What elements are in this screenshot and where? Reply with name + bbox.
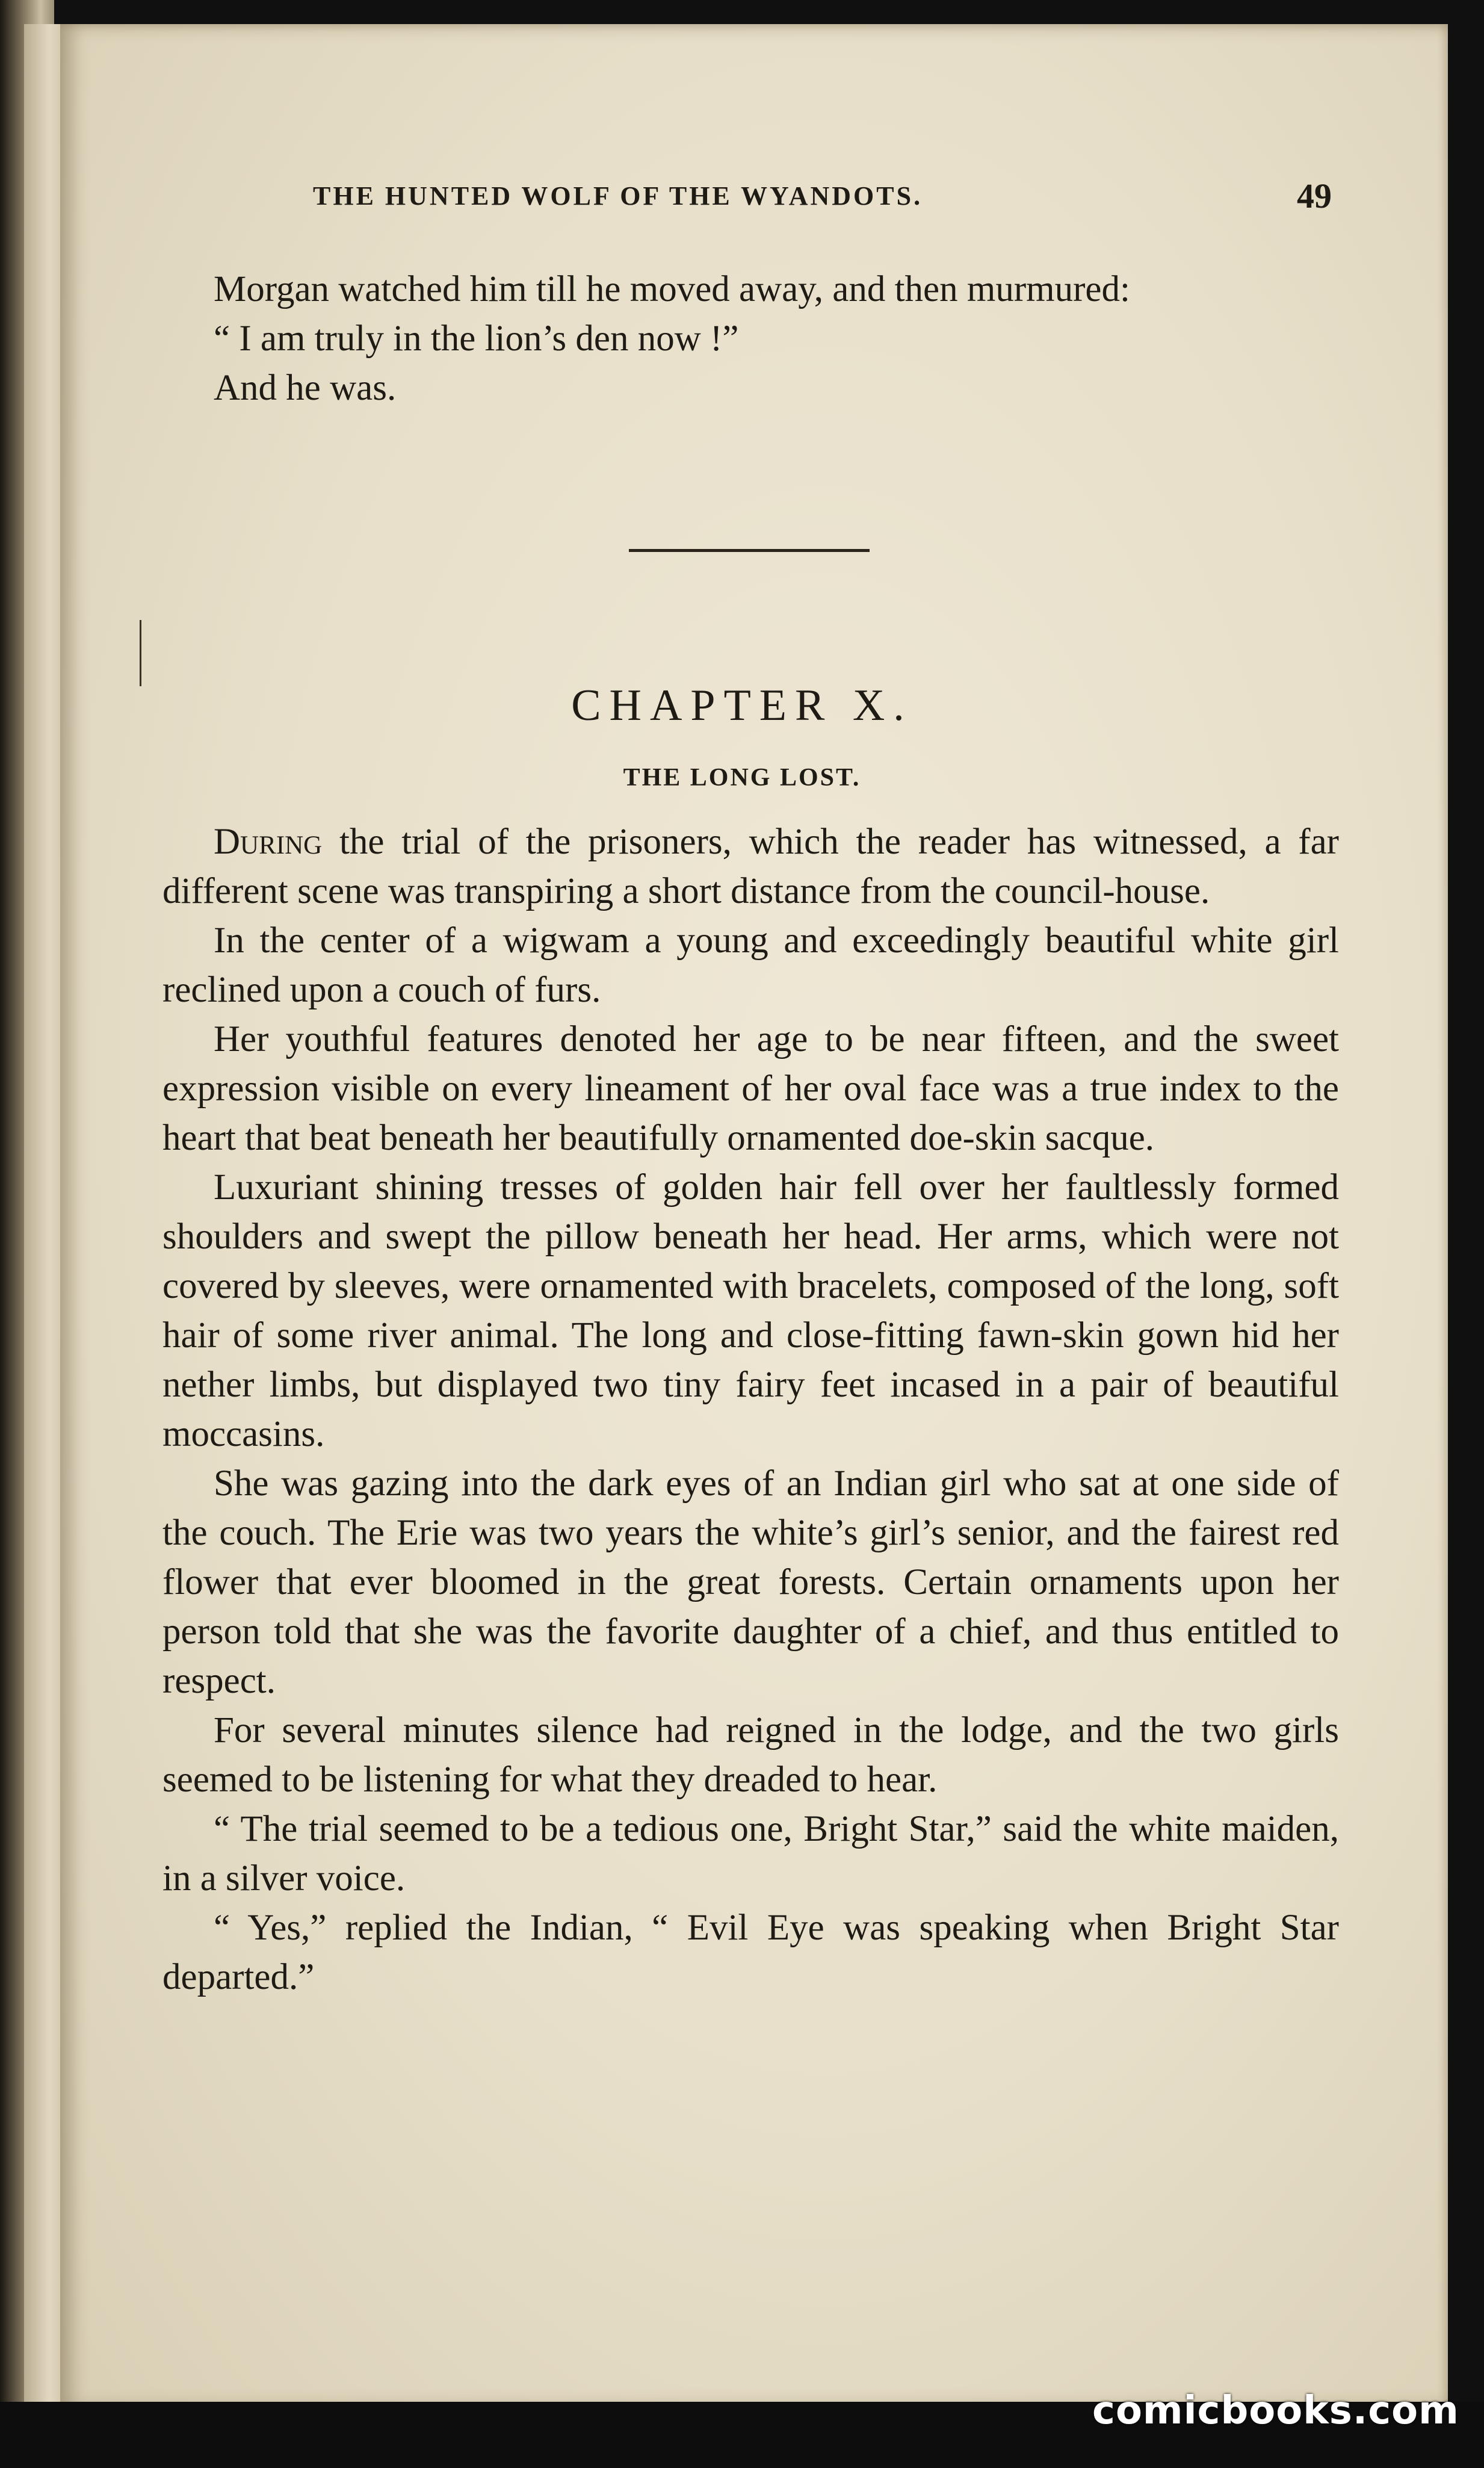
paragraph: Her youthful features denoted her age to be near fifteen, and the sweet expression visible on every lineament of her oval face was a true index to the heart that beat beneath her beautifully ornamented doe-skin sacque. (162, 1019, 1339, 1158)
chapter-title: CHAPTER X. (571, 681, 913, 730)
paragraph: “ Yes,” replied the Indian, “ Evil Eye was speaking when Bright Star departed.” (162, 1908, 1339, 1997)
margin-mark (140, 620, 141, 686)
paragraph (162, 817, 1339, 916)
paragraph: She was gazing into the dark eyes of an Indian girl who sat at one side of the couch. The Erie was two years the white’s girl’s senior, and the fairest red flower that ever bloomed in the great forests. Certain ornaments upon her person told that she was the favorite daughter of a chief, and thus entitled to respect. (162, 1463, 1339, 1701)
paragraph: And he was. (214, 368, 397, 408)
watermark: comicbooks.com (1092, 2389, 1459, 2433)
chapter-body (162, 817, 1339, 2002)
running-head: THE HUNTED WOLF OF THE WYANDOTS. (313, 181, 923, 211)
top-text-block (162, 265, 1339, 413)
section-divider (629, 549, 870, 552)
drop-lead-word: During (214, 822, 323, 862)
page-number: 49 (1297, 176, 1332, 215)
paragraph: “ I am truly in the lion’s den now !” (214, 318, 739, 359)
chapter-subtitle: THE LONG LOST. (623, 764, 861, 792)
paragraph: Morgan watched him till he moved away, and then murmured: (214, 269, 1130, 309)
paragraph: Luxuriant shining tresses of golden hair fell over her faultlessly formed shoulders and swept the pillow beneath her head. Her arms, which were not covered by sleeves, were ornamented with bracelets, composed of the long, soft hair of some river animal. The long and close-fitting fawn-skin gown hid her nether limbs, but displayed two tiny fairy feet incased in a pair of beautiful moccasins. (162, 1167, 1339, 1454)
paragraph: In the center of a wigwam a young and exceedingly beautiful white girl reclined upon a couch of furs. (162, 920, 1339, 1010)
paragraph: For several minutes silence had reigned in the lodge, and the two girls seemed to be listening for what they dreaded to hear. (162, 1710, 1339, 1800)
paragraph: “ The trial seemed to be a tedious one, Bright Star,” said the white maiden, in a silver voice. (162, 1809, 1339, 1899)
paragraph-text: the trial of the prisoners, which the reader has witnessed, a far different scene was transpiring a short distance from the council-house. (162, 822, 1339, 911)
